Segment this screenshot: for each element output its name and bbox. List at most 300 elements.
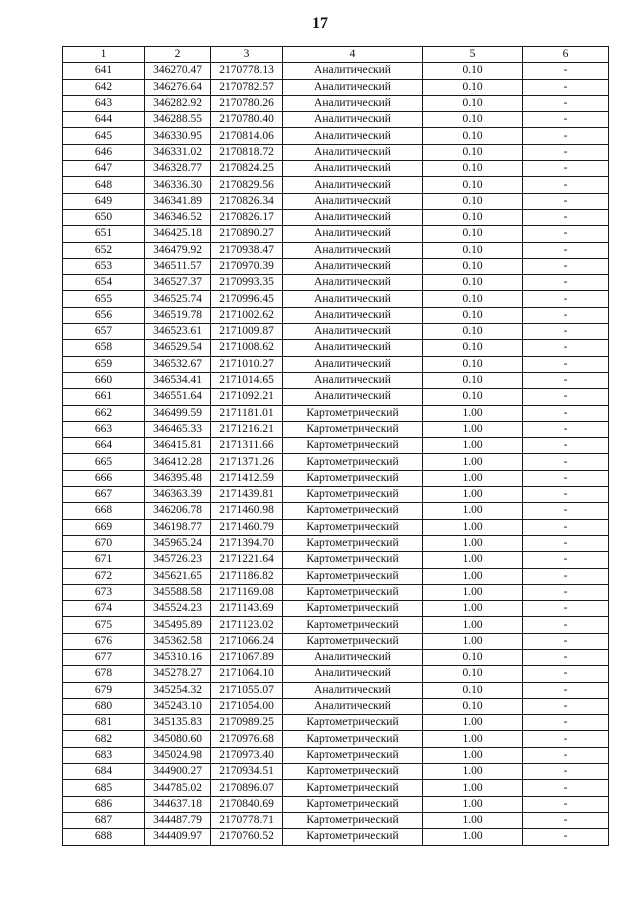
table-row [63,421,609,437]
x-coordinate-cell: 346415.81 [145,438,211,454]
y-coordinate-cell: 2171010.27 [211,356,283,372]
point-number-cell: 656 [63,307,145,323]
y-coordinate-cell: 2171009.87 [211,324,283,340]
y-coordinate-cell: 2170934.51 [211,764,283,780]
x-coordinate-cell: 346270.47 [145,63,211,79]
y-coordinate-cell: 2170829.56 [211,177,283,193]
x-coordinate-cell: 346331.02 [145,144,211,160]
point-number-cell: 688 [63,829,145,845]
method-cell: Аналитический [283,356,423,372]
point-number-cell: 684 [63,764,145,780]
point-number-cell: 643 [63,95,145,111]
point-number-cell: 678 [63,666,145,682]
accuracy-cell: 1.00 [423,584,523,600]
x-coordinate-cell: 345080.60 [145,731,211,747]
note-cell: - [523,796,609,812]
point-number-cell: 667 [63,487,145,503]
point-number-cell: 680 [63,698,145,714]
method-cell: Картометрический [283,470,423,486]
accuracy-cell: 0.10 [423,177,523,193]
accuracy-cell: 0.10 [423,389,523,405]
x-coordinate-cell: 344637.18 [145,796,211,812]
x-coordinate-cell: 345135.83 [145,715,211,731]
note-cell: - [523,731,609,747]
accuracy-cell: 0.10 [423,63,523,79]
table-row [63,389,609,405]
method-cell: Картометрический [283,503,423,519]
method-cell: Картометрический [283,780,423,796]
x-coordinate-cell: 346206.78 [145,503,211,519]
x-coordinate-cell: 346346.52 [145,209,211,225]
note-cell: - [523,421,609,437]
table-row [63,405,609,421]
y-coordinate-cell: 2171216.21 [211,421,283,437]
y-coordinate-cell: 2170780.26 [211,95,283,111]
x-coordinate-cell: 346519.78 [145,307,211,323]
table-row [63,209,609,225]
table-row [63,340,609,356]
note-cell: - [523,193,609,209]
y-coordinate-cell: 2171055.07 [211,682,283,698]
column-header: 5 [423,47,523,63]
note-cell: - [523,747,609,763]
point-number-cell: 683 [63,747,145,763]
point-number-cell: 648 [63,177,145,193]
accuracy-cell: 0.10 [423,258,523,274]
method-cell: Картометрический [283,519,423,535]
point-number-cell: 679 [63,682,145,698]
y-coordinate-cell: 2170818.72 [211,144,283,160]
point-number-cell: 664 [63,438,145,454]
y-coordinate-cell: 2170896.07 [211,780,283,796]
accuracy-cell: 0.10 [423,682,523,698]
note-cell: - [523,95,609,111]
note-cell: - [523,535,609,551]
x-coordinate-cell: 346523.61 [145,324,211,340]
accuracy-cell: 1.00 [423,617,523,633]
x-coordinate-cell: 346363.39 [145,487,211,503]
accuracy-cell: 0.10 [423,275,523,291]
coordinates-table [62,46,609,846]
accuracy-cell: 0.10 [423,324,523,340]
accuracy-cell: 1.00 [423,454,523,470]
accuracy-cell: 0.10 [423,128,523,144]
point-number-cell: 662 [63,405,145,421]
y-coordinate-cell: 2171181.01 [211,405,283,421]
accuracy-cell: 1.00 [423,470,523,486]
method-cell: Картометрический [283,731,423,747]
x-coordinate-cell: 346328.77 [145,161,211,177]
method-cell: Аналитический [283,291,423,307]
method-cell: Картометрический [283,796,423,812]
x-coordinate-cell: 346395.48 [145,470,211,486]
accuracy-cell: 0.10 [423,242,523,258]
column-header: 4 [283,47,423,63]
method-cell: Картометрический [283,454,423,470]
accuracy-cell: 1.00 [423,421,523,437]
x-coordinate-cell: 345362.58 [145,633,211,649]
note-cell: - [523,356,609,372]
y-coordinate-cell: 2170814.06 [211,128,283,144]
note-cell: - [523,649,609,665]
table-row [63,747,609,763]
note-cell: - [523,519,609,535]
x-coordinate-cell: 346425.18 [145,226,211,242]
point-number-cell: 675 [63,617,145,633]
y-coordinate-cell: 2171008.62 [211,340,283,356]
accuracy-cell: 1.00 [423,796,523,812]
table-body [63,63,609,845]
method-cell: Картометрический [283,764,423,780]
point-number-cell: 673 [63,584,145,600]
table-row [63,324,609,340]
point-number-cell: 672 [63,568,145,584]
accuracy-cell: 1.00 [423,715,523,731]
point-number-cell: 645 [63,128,145,144]
note-cell: - [523,291,609,307]
y-coordinate-cell: 2170840.69 [211,796,283,812]
point-number-cell: 681 [63,715,145,731]
method-cell: Аналитический [283,340,423,356]
table-row [63,226,609,242]
note-cell: - [523,389,609,405]
table-row [63,552,609,568]
point-number-cell: 669 [63,519,145,535]
point-number-cell: 668 [63,503,145,519]
y-coordinate-cell: 2171169.08 [211,584,283,600]
point-number-cell: 663 [63,421,145,437]
x-coordinate-cell: 346479.92 [145,242,211,258]
accuracy-cell: 0.10 [423,666,523,682]
method-cell: Аналитический [283,324,423,340]
note-cell: - [523,372,609,388]
note-cell: - [523,764,609,780]
table-row [63,503,609,519]
table-row [63,666,609,682]
x-coordinate-cell: 344487.79 [145,812,211,828]
note-cell: - [523,209,609,225]
x-coordinate-cell: 346529.54 [145,340,211,356]
accuracy-cell: 1.00 [423,812,523,828]
table-row [63,112,609,128]
column-header: 3 [211,47,283,63]
y-coordinate-cell: 2170826.34 [211,193,283,209]
x-coordinate-cell: 346534.41 [145,372,211,388]
y-coordinate-cell: 2170993.35 [211,275,283,291]
y-coordinate-cell: 2171002.62 [211,307,283,323]
note-cell: - [523,698,609,714]
table-row [63,812,609,828]
method-cell: Аналитический [283,307,423,323]
note-cell: - [523,454,609,470]
method-cell: Картометрический [283,535,423,551]
x-coordinate-cell: 345278.27 [145,666,211,682]
method-cell: Аналитический [283,144,423,160]
note-cell: - [523,601,609,617]
table-row [63,519,609,535]
y-coordinate-cell: 2171064.10 [211,666,283,682]
x-coordinate-cell: 346527.37 [145,275,211,291]
note-cell: - [523,666,609,682]
method-cell: Аналитический [283,177,423,193]
note-cell: - [523,487,609,503]
accuracy-cell: 0.10 [423,112,523,128]
y-coordinate-cell: 2170826.17 [211,209,283,225]
y-coordinate-cell: 2171394.70 [211,535,283,551]
note-cell: - [523,780,609,796]
note-cell: - [523,340,609,356]
method-cell: Аналитический [283,63,423,79]
x-coordinate-cell: 346330.95 [145,128,211,144]
x-coordinate-cell: 345726.23 [145,552,211,568]
table-row [63,617,609,633]
point-number-cell: 642 [63,79,145,95]
note-cell: - [523,617,609,633]
accuracy-cell: 1.00 [423,633,523,649]
accuracy-cell: 1.00 [423,568,523,584]
accuracy-cell: 0.10 [423,226,523,242]
accuracy-cell: 1.00 [423,438,523,454]
method-cell: Картометрический [283,421,423,437]
table-row [63,780,609,796]
method-cell: Аналитический [283,242,423,258]
method-cell: Аналитический [283,698,423,714]
y-coordinate-cell: 2170973.40 [211,747,283,763]
accuracy-cell: 0.10 [423,79,523,95]
column-header: 2 [145,47,211,63]
note-cell: - [523,584,609,600]
accuracy-cell: 0.10 [423,161,523,177]
x-coordinate-cell: 345495.89 [145,617,211,633]
x-coordinate-cell: 345024.98 [145,747,211,763]
table-row [63,258,609,274]
accuracy-cell: 0.10 [423,95,523,111]
point-number-cell: 666 [63,470,145,486]
note-cell: - [523,829,609,845]
method-cell: Картометрический [283,487,423,503]
method-cell: Аналитический [283,79,423,95]
point-number-cell: 654 [63,275,145,291]
y-coordinate-cell: 2171123.02 [211,617,283,633]
accuracy-cell: 1.00 [423,519,523,535]
note-cell: - [523,79,609,95]
point-number-cell: 646 [63,144,145,160]
table-row [63,372,609,388]
x-coordinate-cell: 345965.24 [145,535,211,551]
table-row [63,193,609,209]
x-coordinate-cell: 346198.77 [145,519,211,535]
note-cell: - [523,161,609,177]
y-coordinate-cell: 2170996.45 [211,291,283,307]
y-coordinate-cell: 2171412.59 [211,470,283,486]
method-cell: Картометрический [283,812,423,828]
method-cell: Аналитический [283,95,423,111]
x-coordinate-cell: 346282.92 [145,95,211,111]
accuracy-cell: 1.00 [423,405,523,421]
table-row [63,601,609,617]
accuracy-cell: 1.00 [423,535,523,551]
point-number-cell: 670 [63,535,145,551]
x-coordinate-cell: 346532.67 [145,356,211,372]
point-number-cell: 649 [63,193,145,209]
x-coordinate-cell: 346525.74 [145,291,211,307]
table-row [63,731,609,747]
y-coordinate-cell: 2171371.26 [211,454,283,470]
note-cell: - [523,682,609,698]
method-cell: Картометрический [283,405,423,421]
method-cell: Аналитический [283,275,423,291]
method-cell: Картометрический [283,438,423,454]
method-cell: Картометрический [283,829,423,845]
note-cell: - [523,63,609,79]
x-coordinate-cell: 344900.27 [145,764,211,780]
point-number-cell: 660 [63,372,145,388]
point-number-cell: 641 [63,63,145,79]
y-coordinate-cell: 2170890.27 [211,226,283,242]
note-cell: - [523,812,609,828]
table-header-row [63,47,609,63]
table-row [63,584,609,600]
y-coordinate-cell: 2170780.40 [211,112,283,128]
table-row [63,275,609,291]
y-coordinate-cell: 2170778.13 [211,63,283,79]
method-cell: Аналитический [283,666,423,682]
accuracy-cell: 1.00 [423,764,523,780]
accuracy-cell: 0.10 [423,356,523,372]
point-number-cell: 647 [63,161,145,177]
accuracy-cell: 0.10 [423,340,523,356]
point-number-cell: 644 [63,112,145,128]
x-coordinate-cell: 346511.57 [145,258,211,274]
accuracy-cell: 0.10 [423,144,523,160]
table-row [63,764,609,780]
accuracy-cell: 0.10 [423,193,523,209]
table-row [63,796,609,812]
note-cell: - [523,568,609,584]
y-coordinate-cell: 2171014.65 [211,372,283,388]
note-cell: - [523,242,609,258]
x-coordinate-cell: 345243.10 [145,698,211,714]
method-cell: Картометрический [283,715,423,731]
method-cell: Аналитический [283,193,423,209]
accuracy-cell: 1.00 [423,829,523,845]
accuracy-cell: 1.00 [423,747,523,763]
note-cell: - [523,633,609,649]
y-coordinate-cell: 2171439.81 [211,487,283,503]
point-number-cell: 657 [63,324,145,340]
note-cell: - [523,503,609,519]
table-row [63,356,609,372]
table-row [63,438,609,454]
y-coordinate-cell: 2171092.21 [211,389,283,405]
note-cell: - [523,324,609,340]
accuracy-cell: 1.00 [423,503,523,519]
table-row [63,242,609,258]
method-cell: Аналитический [283,128,423,144]
x-coordinate-cell: 346341.89 [145,193,211,209]
y-coordinate-cell: 2170778.71 [211,812,283,828]
point-number-cell: 682 [63,731,145,747]
note-cell: - [523,112,609,128]
point-number-cell: 677 [63,649,145,665]
method-cell: Аналитический [283,258,423,274]
note-cell: - [523,405,609,421]
accuracy-cell: 1.00 [423,780,523,796]
accuracy-cell: 0.10 [423,307,523,323]
note-cell: - [523,258,609,274]
table-row [63,829,609,845]
method-cell: Аналитический [283,682,423,698]
point-number-cell: 661 [63,389,145,405]
table-row [63,63,609,79]
y-coordinate-cell: 2171186.82 [211,568,283,584]
y-coordinate-cell: 2171460.79 [211,519,283,535]
point-number-cell: 659 [63,356,145,372]
accuracy-cell: 1.00 [423,731,523,747]
y-coordinate-cell: 2171066.24 [211,633,283,649]
method-cell: Картометрический [283,584,423,600]
x-coordinate-cell: 344409.97 [145,829,211,845]
accuracy-cell: 0.10 [423,372,523,388]
method-cell: Картометрический [283,633,423,649]
note-cell: - [523,715,609,731]
x-coordinate-cell: 346288.55 [145,112,211,128]
table-row [63,535,609,551]
x-coordinate-cell: 346412.28 [145,454,211,470]
y-coordinate-cell: 2170938.47 [211,242,283,258]
method-cell: Картометрический [283,552,423,568]
y-coordinate-cell: 2171311.66 [211,438,283,454]
table-row [63,487,609,503]
y-coordinate-cell: 2170970.39 [211,258,283,274]
y-coordinate-cell: 2170760.52 [211,829,283,845]
table-row [63,79,609,95]
accuracy-cell: 0.10 [423,649,523,665]
accuracy-cell: 1.00 [423,487,523,503]
x-coordinate-cell: 346465.33 [145,421,211,437]
point-number-cell: 685 [63,780,145,796]
accuracy-cell: 0.10 [423,698,523,714]
accuracy-cell: 1.00 [423,552,523,568]
table-row [63,291,609,307]
point-number-cell: 686 [63,796,145,812]
table-row [63,698,609,714]
note-cell: - [523,226,609,242]
accuracy-cell: 0.10 [423,209,523,225]
y-coordinate-cell: 2171067.89 [211,649,283,665]
accuracy-cell: 1.00 [423,601,523,617]
note-cell: - [523,307,609,323]
method-cell: Картометрический [283,747,423,763]
point-number-cell: 671 [63,552,145,568]
x-coordinate-cell: 346499.59 [145,405,211,421]
x-coordinate-cell: 344785.02 [145,780,211,796]
point-number-cell: 653 [63,258,145,274]
y-coordinate-cell: 2170782.57 [211,79,283,95]
note-cell: - [523,128,609,144]
method-cell: Аналитический [283,372,423,388]
point-number-cell: 674 [63,601,145,617]
x-coordinate-cell: 346336.30 [145,177,211,193]
point-number-cell: 652 [63,242,145,258]
x-coordinate-cell: 345621.65 [145,568,211,584]
x-coordinate-cell: 345310.16 [145,649,211,665]
method-cell: Аналитический [283,112,423,128]
note-cell: - [523,438,609,454]
point-number-cell: 651 [63,226,145,242]
column-header: 1 [63,47,145,63]
table-row [63,128,609,144]
